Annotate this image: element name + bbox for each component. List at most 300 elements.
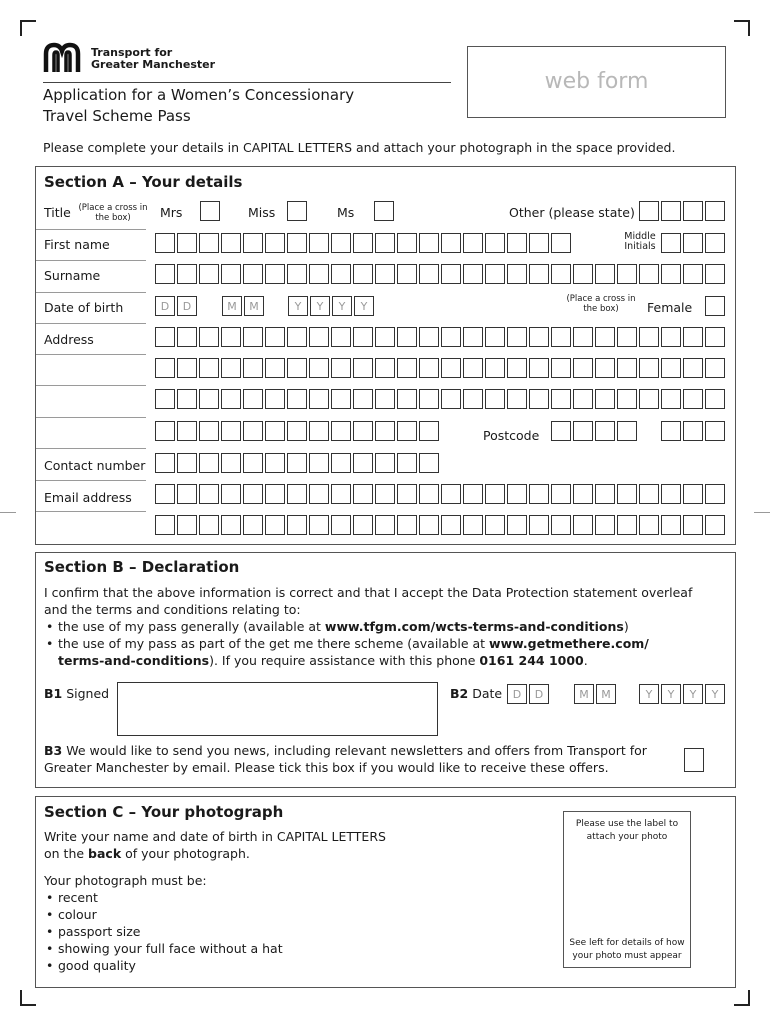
char-box[interactable] <box>551 264 571 284</box>
miss-label: Miss <box>248 205 276 220</box>
getmethere-link[interactable]: terms-and-conditions <box>58 653 210 668</box>
char-box[interactable] <box>617 389 637 409</box>
char-box[interactable] <box>595 327 615 347</box>
char-box[interactable] <box>177 421 197 441</box>
char-box[interactable] <box>199 453 219 473</box>
char-box[interactable] <box>683 358 703 378</box>
female-checkbox[interactable] <box>705 296 727 316</box>
date-char-box[interactable]: Y <box>332 296 352 316</box>
char-box[interactable] <box>155 389 175 409</box>
char-box[interactable] <box>639 515 659 535</box>
char-box[interactable] <box>639 389 659 409</box>
date-char-box[interactable]: Y <box>354 296 374 316</box>
address-line-3-input[interactable] <box>155 389 727 409</box>
char-box[interactable] <box>551 233 571 253</box>
char-box[interactable] <box>705 201 725 221</box>
declaration-list <box>44 618 729 669</box>
char-box[interactable] <box>309 358 329 378</box>
char-box[interactable] <box>683 515 703 535</box>
char-box[interactable] <box>243 389 263 409</box>
char-box[interactable] <box>463 358 483 378</box>
char-box[interactable] <box>309 421 329 441</box>
char-box[interactable] <box>265 264 285 284</box>
char-box[interactable] <box>441 264 461 284</box>
char-box[interactable] <box>221 453 241 473</box>
date-char-box[interactable]: Y <box>683 684 703 704</box>
char-box[interactable] <box>265 233 285 253</box>
section-b-heading: Section B – Declaration <box>44 558 240 576</box>
char-box[interactable] <box>199 484 219 504</box>
char-box[interactable] <box>265 358 285 378</box>
first-name-input[interactable] <box>155 233 573 253</box>
middle-initials-input[interactable] <box>661 233 727 253</box>
char-box[interactable] <box>397 327 417 347</box>
char-box[interactable] <box>353 233 373 253</box>
char-box[interactable] <box>661 358 681 378</box>
char-box[interactable] <box>551 327 571 347</box>
web-form-box <box>467 46 726 118</box>
char-box[interactable] <box>177 389 197 409</box>
intro-text: Please complete your details in CAPITAL LETTERS and attach your photograph in the space provided. <box>43 140 676 155</box>
char-box[interactable] <box>353 421 373 441</box>
char-box[interactable] <box>463 515 483 535</box>
char-box[interactable] <box>287 389 307 409</box>
char-box[interactable] <box>221 515 241 535</box>
char-box[interactable] <box>551 358 571 378</box>
char-box[interactable] <box>221 389 241 409</box>
char-box[interactable] <box>441 327 461 347</box>
char-box[interactable] <box>661 264 681 284</box>
char-box[interactable] <box>155 421 175 441</box>
char-box[interactable] <box>639 327 659 347</box>
char-box[interactable] <box>243 453 263 473</box>
char-box[interactable] <box>374 201 394 221</box>
place-cross-hint: (Place a cross in the box) <box>78 203 148 223</box>
char-box[interactable] <box>309 515 329 535</box>
char-box[interactable] <box>155 484 175 504</box>
char-box[interactable] <box>419 327 439 347</box>
char-box[interactable] <box>485 515 505 535</box>
char-box[interactable] <box>397 453 417 473</box>
char-box[interactable] <box>397 233 417 253</box>
char-box[interactable] <box>529 515 549 535</box>
newsletter-opt-in-text: B3 We would like to send you news, including relevant newsletters and offers from Transport for Greater Manchester by email. Please tick this box if you would like to receive these offers. <box>44 743 647 775</box>
getmethere-link[interactable]: www.getmethere.com/ <box>489 636 649 651</box>
char-box[interactable] <box>573 327 593 347</box>
char-box[interactable] <box>221 358 241 378</box>
char-box[interactable] <box>463 233 483 253</box>
char-box[interactable] <box>595 358 615 378</box>
char-box[interactable] <box>177 233 197 253</box>
char-box[interactable] <box>683 421 703 441</box>
char-box[interactable] <box>309 389 329 409</box>
char-box[interactable] <box>375 515 395 535</box>
char-box[interactable] <box>200 201 220 221</box>
char-box[interactable] <box>287 233 307 253</box>
char-box[interactable] <box>551 484 571 504</box>
char-box[interactable] <box>419 389 439 409</box>
date-year-input[interactable] <box>639 684 727 704</box>
photo-requirement-item: • recent <box>44 889 444 906</box>
char-box[interactable] <box>529 358 549 378</box>
char-box[interactable] <box>551 515 571 535</box>
char-box[interactable] <box>705 421 725 441</box>
char-box[interactable] <box>617 327 637 347</box>
char-box[interactable] <box>441 233 461 253</box>
char-box[interactable] <box>617 484 637 504</box>
char-box[interactable] <box>375 358 395 378</box>
date-char-box[interactable]: D <box>155 296 175 316</box>
char-box[interactable] <box>463 327 483 347</box>
char-box[interactable] <box>177 358 197 378</box>
ms-checkbox[interactable] <box>374 201 396 221</box>
date-day-input[interactable] <box>507 684 551 704</box>
char-box[interactable] <box>573 389 593 409</box>
char-box[interactable] <box>485 358 505 378</box>
char-box[interactable] <box>177 453 197 473</box>
char-box[interactable] <box>419 233 439 253</box>
char-box[interactable] <box>199 233 219 253</box>
char-box[interactable] <box>353 484 373 504</box>
char-box[interactable] <box>661 421 681 441</box>
char-box[interactable] <box>353 453 373 473</box>
char-box[interactable] <box>683 233 703 253</box>
char-box[interactable] <box>199 264 219 284</box>
char-box[interactable] <box>243 515 263 535</box>
date-char-box[interactable]: Y <box>288 296 308 316</box>
char-box[interactable] <box>221 327 241 347</box>
char-box[interactable] <box>155 233 175 253</box>
char-box[interactable] <box>617 264 637 284</box>
char-box[interactable] <box>265 515 285 535</box>
char-box[interactable] <box>507 515 527 535</box>
char-box[interactable] <box>661 233 681 253</box>
char-box[interactable] <box>397 389 417 409</box>
char-box[interactable] <box>705 515 725 535</box>
char-box[interactable] <box>353 515 373 535</box>
char-box[interactable] <box>221 484 241 504</box>
char-box[interactable] <box>529 484 549 504</box>
char-box[interactable] <box>155 327 175 347</box>
char-box[interactable] <box>485 264 505 284</box>
date-char-box[interactable]: M <box>244 296 264 316</box>
section-a-heading: Section A – Your details <box>44 173 243 191</box>
char-box[interactable] <box>507 233 527 253</box>
char-box[interactable] <box>331 389 351 409</box>
declaration-item: • the use of my pass as part of the get me there scheme (available at www.getmethere.com/ terms-and-conditions). If you require assistance with this phone 0161 244 1000. <box>44 635 729 669</box>
char-box[interactable] <box>155 453 175 473</box>
char-box[interactable] <box>661 389 681 409</box>
char-box[interactable] <box>485 484 505 504</box>
row-divider <box>36 385 146 386</box>
char-box[interactable] <box>551 389 571 409</box>
dob-day-input[interactable] <box>155 296 199 316</box>
char-box[interactable] <box>661 327 681 347</box>
row-divider <box>36 260 146 261</box>
other-title-input[interactable] <box>639 201 727 221</box>
char-box[interactable] <box>309 233 329 253</box>
char-box[interactable] <box>353 358 373 378</box>
char-box[interactable] <box>617 515 637 535</box>
date-char-box[interactable]: Y <box>310 296 330 316</box>
email-line-2-input[interactable] <box>155 515 727 535</box>
date-char-box[interactable]: D <box>177 296 197 316</box>
char-box[interactable] <box>507 264 527 284</box>
char-box[interactable] <box>705 233 725 253</box>
char-box[interactable] <box>375 484 395 504</box>
declaration-text: I confirm that the above information is correct and that I accept the Data Protection statement overleaf and the terms and conditions relating to: <box>44 585 693 617</box>
char-box[interactable] <box>331 327 351 347</box>
char-box[interactable] <box>595 264 615 284</box>
char-box[interactable] <box>705 484 725 504</box>
date-char-box[interactable]: Y <box>661 684 681 704</box>
char-box[interactable] <box>705 389 725 409</box>
char-box[interactable] <box>507 358 527 378</box>
char-box[interactable] <box>287 421 307 441</box>
char-box[interactable] <box>485 233 505 253</box>
char-box[interactable] <box>507 389 527 409</box>
date-char-box[interactable]: Y <box>639 684 659 704</box>
char-box[interactable] <box>639 201 659 221</box>
char-box[interactable] <box>419 484 439 504</box>
char-box[interactable] <box>155 264 175 284</box>
declaration-item: • the use of my pass generally (available at www.tfgm.com/wcts-terms-and-conditions) <box>44 618 729 635</box>
char-box[interactable] <box>485 327 505 347</box>
char-box[interactable] <box>331 484 351 504</box>
mrs-label: Mrs <box>160 205 183 220</box>
char-box[interactable] <box>661 201 681 221</box>
newsletter-checkbox[interactable] <box>684 748 704 772</box>
char-box[interactable] <box>397 264 417 284</box>
char-box[interactable] <box>639 358 659 378</box>
terms-link[interactable]: www.tfgm.com/wcts-terms-and-conditions <box>324 619 624 634</box>
char-box[interactable] <box>243 484 263 504</box>
char-box[interactable] <box>683 327 703 347</box>
middle-initials-label: Middle Initials <box>624 231 656 252</box>
char-box[interactable] <box>375 233 395 253</box>
logo-mark-icon <box>43 42 85 74</box>
char-box[interactable] <box>375 264 395 284</box>
char-box[interactable] <box>177 484 197 504</box>
char-box[interactable] <box>265 453 285 473</box>
char-box[interactable] <box>331 233 351 253</box>
char-box[interactable] <box>463 264 483 284</box>
female-label: Female <box>647 300 693 315</box>
char-box[interactable] <box>331 453 351 473</box>
char-box[interactable] <box>243 264 263 284</box>
char-box[interactable] <box>375 421 395 441</box>
email-label: Email address <box>44 490 132 505</box>
contact-number-input[interactable] <box>155 453 441 473</box>
char-box[interactable] <box>287 264 307 284</box>
char-box[interactable] <box>419 453 439 473</box>
char-box[interactable] <box>573 264 593 284</box>
char-box[interactable] <box>375 453 395 473</box>
char-box[interactable] <box>397 515 417 535</box>
signed-label: B1 Signed <box>44 686 110 701</box>
char-box[interactable] <box>375 327 395 347</box>
mrs-checkbox[interactable] <box>200 201 222 221</box>
char-box[interactable] <box>353 264 373 284</box>
dob-month-input[interactable] <box>222 296 266 316</box>
date-char-box[interactable]: Y <box>705 684 725 704</box>
char-box[interactable] <box>265 327 285 347</box>
char-box[interactable] <box>683 264 703 284</box>
char-box[interactable] <box>595 484 615 504</box>
title-label: Title <box>44 205 71 220</box>
char-box[interactable] <box>199 421 219 441</box>
char-box[interactable] <box>353 327 373 347</box>
char-box[interactable] <box>177 515 197 535</box>
photo-instructions: Write your name and date of birth in CAPITAL LETTERS on the back of your photograph. <box>44 829 386 861</box>
char-box[interactable] <box>705 264 725 284</box>
org-line-1: Transport for <box>91 46 173 59</box>
char-box[interactable] <box>529 389 549 409</box>
char-box[interactable] <box>243 421 263 441</box>
char-box[interactable] <box>287 484 307 504</box>
char-box[interactable] <box>507 327 527 347</box>
char-box[interactable] <box>705 327 725 347</box>
date-char-box[interactable]: M <box>574 684 594 704</box>
char-box[interactable] <box>573 421 593 441</box>
char-box[interactable] <box>463 389 483 409</box>
char-box[interactable] <box>639 264 659 284</box>
char-box[interactable] <box>595 515 615 535</box>
char-box[interactable] <box>485 389 505 409</box>
date-char-box[interactable]: M <box>596 684 616 704</box>
date-char-box[interactable]: D <box>507 684 527 704</box>
char-box[interactable] <box>573 358 593 378</box>
section-c-heading: Section C – Your photograph <box>44 803 284 821</box>
char-box[interactable] <box>441 515 461 535</box>
char-box[interactable] <box>639 484 659 504</box>
char-box[interactable] <box>661 484 681 504</box>
other-label: Other (please state) <box>509 205 635 220</box>
char-box[interactable] <box>419 358 439 378</box>
char-box[interactable] <box>595 421 615 441</box>
char-box[interactable] <box>419 515 439 535</box>
photo-requirements-list <box>44 889 444 974</box>
char-box[interactable] <box>353 389 373 409</box>
date-month-input[interactable] <box>574 684 618 704</box>
char-box[interactable] <box>529 327 549 347</box>
char-box[interactable] <box>243 233 263 253</box>
postcode-outward-input[interactable] <box>551 421 639 441</box>
char-box[interactable] <box>243 327 263 347</box>
char-box[interactable] <box>309 453 329 473</box>
dob-year-input[interactable] <box>288 296 376 316</box>
char-box[interactable] <box>529 264 549 284</box>
char-box[interactable] <box>375 389 395 409</box>
char-box[interactable] <box>683 484 703 504</box>
char-box[interactable] <box>155 515 175 535</box>
surname-label: Surname <box>44 268 101 283</box>
char-box[interactable] <box>705 296 725 316</box>
char-box[interactable] <box>265 484 285 504</box>
address-line-4-input[interactable] <box>155 421 441 441</box>
date-char-box[interactable]: M <box>222 296 242 316</box>
crop-mark <box>734 20 750 36</box>
char-box[interactable] <box>221 421 241 441</box>
char-box[interactable] <box>573 515 593 535</box>
char-box[interactable] <box>331 264 351 284</box>
crop-mark <box>20 990 36 1006</box>
char-box[interactable] <box>683 201 703 221</box>
char-box[interactable] <box>617 421 637 441</box>
char-box[interactable] <box>265 389 285 409</box>
char-box[interactable] <box>221 233 241 253</box>
crop-mark <box>20 20 36 36</box>
date-char-box[interactable]: D <box>529 684 549 704</box>
char-box[interactable] <box>177 327 197 347</box>
char-box[interactable] <box>441 389 461 409</box>
char-box[interactable] <box>661 515 681 535</box>
char-box[interactable] <box>199 389 219 409</box>
char-box[interactable] <box>441 484 461 504</box>
row-divider <box>36 448 146 449</box>
photo-details-hint: See left for details of how your photo must appear <box>569 938 685 961</box>
surname-input[interactable] <box>155 264 727 284</box>
postcode-inward-input[interactable] <box>661 421 727 441</box>
char-box[interactable] <box>331 358 351 378</box>
char-box[interactable] <box>287 453 307 473</box>
char-box[interactable] <box>683 389 703 409</box>
char-box[interactable] <box>397 484 417 504</box>
char-box[interactable] <box>221 264 241 284</box>
char-box[interactable] <box>331 515 351 535</box>
char-box[interactable] <box>463 484 483 504</box>
char-box[interactable] <box>419 264 439 284</box>
char-box[interactable] <box>287 515 307 535</box>
char-box[interactable] <box>243 358 263 378</box>
char-box[interactable] <box>265 421 285 441</box>
char-box[interactable] <box>199 327 219 347</box>
char-box[interactable] <box>287 201 307 221</box>
address-line-1-input[interactable] <box>155 327 727 347</box>
char-box[interactable] <box>595 389 615 409</box>
char-box[interactable] <box>705 358 725 378</box>
char-box[interactable] <box>309 327 329 347</box>
char-box[interactable] <box>419 421 439 441</box>
miss-checkbox[interactable] <box>287 201 309 221</box>
photo-box[interactable] <box>563 811 691 968</box>
char-box[interactable] <box>155 358 175 378</box>
char-box[interactable] <box>331 421 351 441</box>
char-box[interactable] <box>441 358 461 378</box>
section-b <box>35 552 736 788</box>
char-box[interactable] <box>309 264 329 284</box>
signature-field[interactable] <box>117 682 438 736</box>
char-box[interactable] <box>287 327 307 347</box>
char-box[interactable] <box>177 264 197 284</box>
char-box[interactable] <box>287 358 307 378</box>
char-box[interactable] <box>573 484 593 504</box>
char-box[interactable] <box>397 421 417 441</box>
char-box[interactable] <box>199 515 219 535</box>
char-box[interactable] <box>199 358 219 378</box>
char-box[interactable] <box>551 421 571 441</box>
char-box[interactable] <box>529 233 549 253</box>
char-box[interactable] <box>309 484 329 504</box>
char-box[interactable] <box>397 358 417 378</box>
photo-requirement-item: • colour <box>44 906 444 923</box>
char-box[interactable] <box>507 484 527 504</box>
photo-requirement-item: • passport size <box>44 923 444 940</box>
address-line-2-input[interactable] <box>155 358 727 378</box>
char-box[interactable] <box>617 358 637 378</box>
photo-label-hint: Please use the label to attach your photo <box>575 819 679 842</box>
email-line-1-input[interactable] <box>155 484 727 504</box>
